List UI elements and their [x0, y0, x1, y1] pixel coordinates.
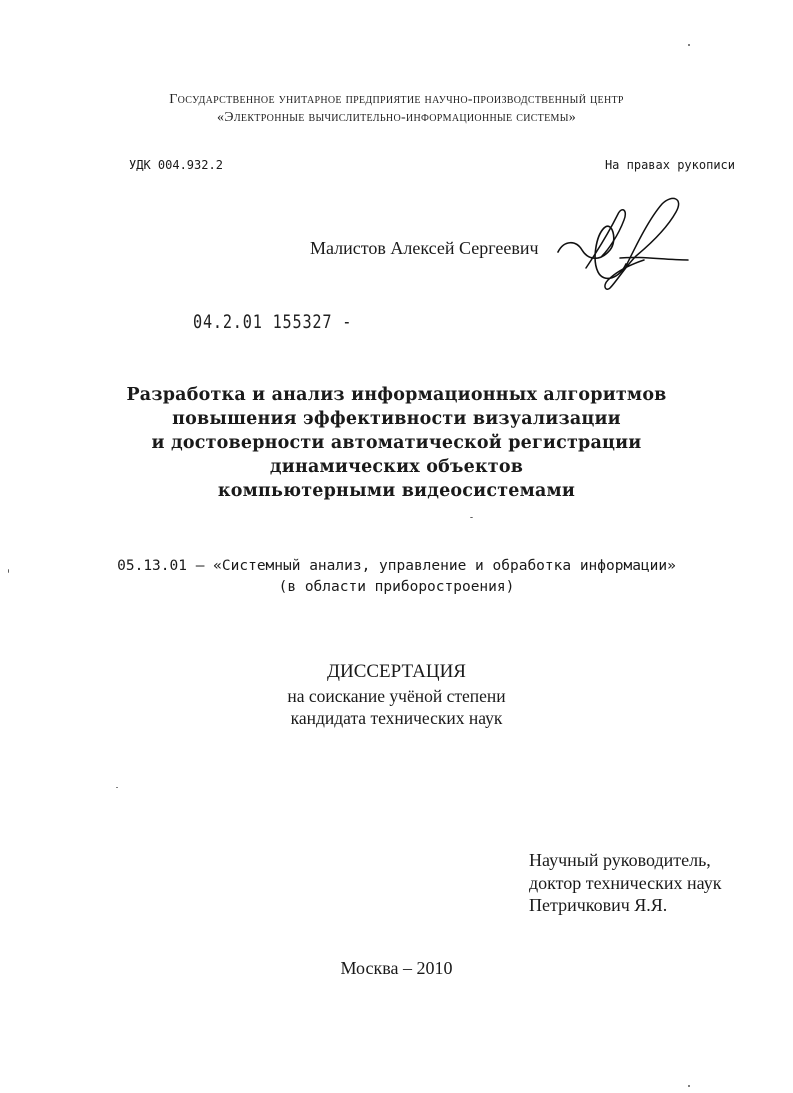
scan-speck — [688, 1085, 690, 1087]
organization-line-2: «Электронные вычислительно-информационные системы» — [216, 110, 577, 125]
degree-line-2: кандидата технических наук — [290, 708, 503, 728]
udk-code: УДК 004.932.2 — [129, 158, 223, 172]
scan-speck — [8, 569, 9, 573]
specialty-field-line: (в области приборостроения) — [278, 579, 515, 595]
advisor-degree: доктор технических наук — [529, 872, 722, 893]
title-line-1: Разработка и анализ информационных алгоритмов — [126, 385, 667, 405]
dissertation-title — [0, 383, 793, 503]
title-line-4: динамических объектов — [269, 457, 524, 477]
scan-speck — [688, 44, 690, 46]
organization-line-1: Государственное унитарное предприятие научно-производственный центр — [169, 92, 624, 107]
scan-speck — [116, 787, 118, 788]
specialty-block — [0, 556, 793, 598]
title-line-3: и достоверности автоматической регистрации — [151, 433, 642, 453]
advisor-role: Научный руководитель, — [529, 850, 711, 870]
registration-stamp-number: 04.2.01 155327 - — [193, 311, 353, 333]
place-and-year: Москва – 2010 — [340, 958, 453, 978]
specialty-code-line: 05.13.01 – «Системный анализ, управление и обработка информации» — [117, 558, 676, 574]
author-name: Малистов Алексей Сергеевич — [310, 238, 539, 258]
dissertation-heading: ДИССЕРТАЦИЯ — [327, 661, 466, 682]
title-line-2: повышения эффективности визуализации — [172, 409, 621, 429]
title-line-5: компьютерными видеосистемами — [217, 481, 576, 501]
rights-note: На правах рукописи — [604, 158, 735, 172]
handwritten-signature — [552, 190, 692, 300]
advisor-block — [529, 849, 722, 917]
degree-line-1: на соискание учёной степени — [287, 686, 506, 706]
advisor-name: Петричкович Я.Я. — [529, 895, 668, 915]
dissertation-block — [0, 661, 793, 729]
scan-speck — [470, 517, 473, 518]
